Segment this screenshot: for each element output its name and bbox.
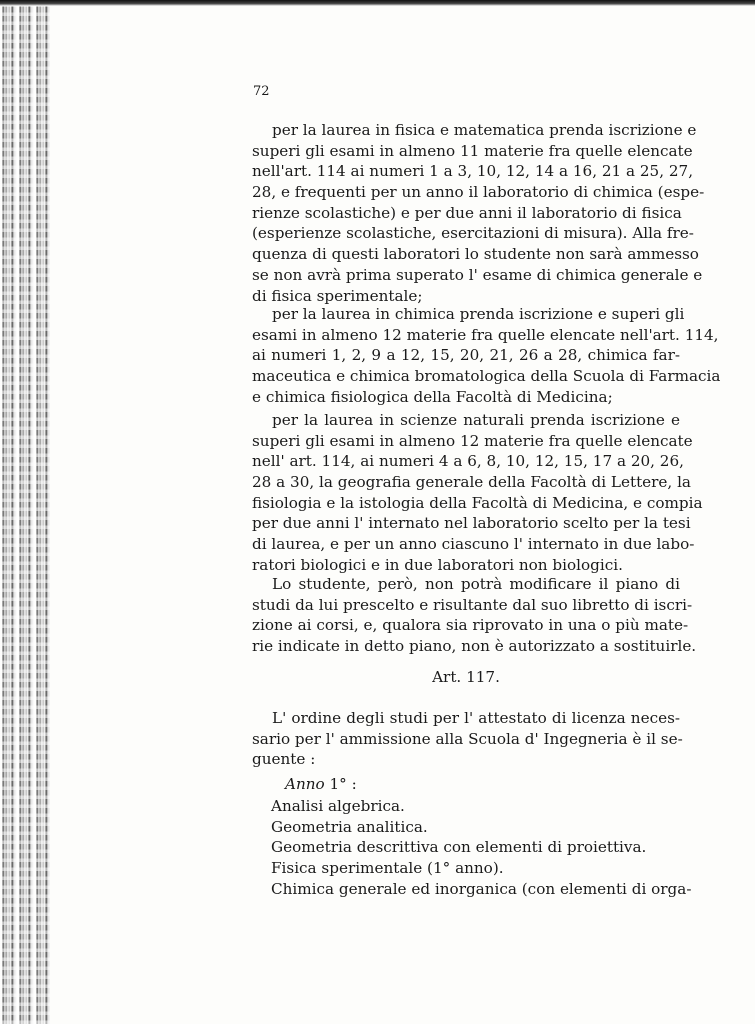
text-line: nell' art. 114, ai numeri 4 a 6, 8, 10, 12, 15, 17 a 20, 26, [252,452,684,471]
text-line: se non avrà prima superato l' esame di chimica generale e [252,265,703,284]
text-line: guente : [252,750,316,769]
course-item: Geometria analitica. [271,817,428,836]
year-heading [285,775,357,793]
page-number: 72 [253,84,270,99]
text-line: 28, e frequenti per un anno il laboratorio di chimica (espe- [252,183,705,202]
text-line: Lo studente, però, non potrà modificare il piano di [272,575,680,593]
paragraph-laurea-chimica [252,304,721,407]
paragraph-laurea-scienze [252,410,703,576]
text-line: L' ordine degli studi per l' attestato di licenza neces- [272,709,680,727]
course-item: Fisica sperimentale (1° anno). [271,859,504,878]
text-line: di fisica sperimentale; [252,286,423,305]
course-list [271,796,691,899]
article-heading: Art. 117. [432,668,500,686]
text-line: per due anni l' internato nel laboratorio scelto per la tesi [252,514,691,533]
text-line: studi da lui prescelto e risultante dal suo libretto di iscri- [252,595,693,614]
text-line: di laurea, e per un anno ciascuno l' internato in due labo- [252,535,695,554]
paragraph-laurea-fisica [252,120,705,306]
text-line: fisiologia e la istologia della Facoltà di Medicina, e compia [252,493,703,512]
text-line: zione ai corsi, e, qualora sia riprovato in una o più mate- [252,616,689,635]
text-line: superi gli esami in almeno 11 materie fra quelle elencate [252,141,693,160]
text-line: per la laurea in scienze naturali prenda iscrizione e [272,411,680,429]
text-line: 28 a 30, la geografia generale della Facoltà di Lettere, la [252,473,691,492]
scan-top-edge [0,0,755,6]
text-line: superi gli esami in almeno 12 materie fra quelle elencate [252,431,693,450]
text-line: per la laurea in fisica e matematica prenda iscrizione e [272,121,697,139]
text-line: (esperienze scolastiche, esercitazioni di misura). Alla fre- [252,224,694,243]
year-label: Anno [285,775,325,793]
course-item: Analisi algebrica. [271,797,405,815]
course-item: Chimica generale ed inorganica (con elementi di orga- [271,879,692,898]
text-line: rienze scolastiche) e per due anni il laboratorio di fisica [252,203,682,222]
text-line: esami in almeno 12 materie fra quelle elencate nell'art. 114, [252,325,719,344]
text-line: e chimica fisiologica della Facoltà di Medicina; [252,387,613,406]
year-value: 1° : [329,775,357,793]
paragraph-ordine-studi [252,708,683,770]
course-item: Geometria descrittiva con elementi di proiettiva. [271,838,647,857]
text-line: ratori biologici e in due laboratori non biologici. [252,555,623,574]
book-binding-shading [0,0,50,1024]
text-line: per la laurea in chimica prenda iscrizione e superi gli [272,305,685,323]
text-line: nell'art. 114 ai numeri 1 a 3, 10, 12, 14 a 16, 21 a 25, 27, [252,162,694,181]
text-line: rie indicate in detto piano, non è autorizzato a sostituirle. [252,637,697,656]
text-line: maceutica e chimica bromatologica della Scuola di Farmacia [252,367,721,386]
paragraph-piano-studi [252,574,697,657]
text-line: sario per l' ammissione alla Scuola d' Ingegneria è il se- [252,729,683,748]
text-line: ai numeri 1, 2, 9 a 12, 15, 20, 21, 26 a 28, chimica far- [252,346,680,365]
text-line: quenza di questi laboratori lo studente non sarà ammesso [252,245,699,264]
